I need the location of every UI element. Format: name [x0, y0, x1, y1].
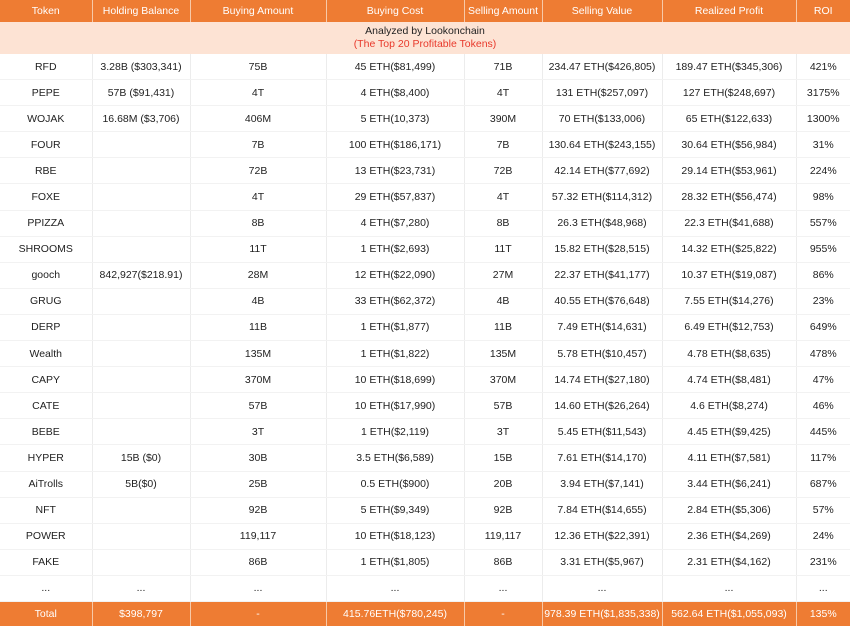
cell-roi: 86% [796, 262, 850, 288]
total-label: Total [0, 601, 92, 626]
cell-buying-amount: 370M [190, 367, 326, 393]
cell-roi: 98% [796, 184, 850, 210]
cell-selling-value: 40.55 ETH($76,648) [542, 288, 662, 314]
cell-holding-balance: 57B ($91,431) [92, 80, 190, 106]
cell-token: ... [0, 575, 92, 601]
cell-token: PEPE [0, 80, 92, 106]
cell-holding-balance [92, 132, 190, 158]
cell-roi: 224% [796, 158, 850, 184]
cell-realized-profit: 127 ETH($248,697) [662, 80, 796, 106]
table-row [0, 549, 850, 575]
cell-buying-cost: 12 ETH($22,090) [326, 262, 464, 288]
table-row [0, 523, 850, 549]
cell-token: RFD [0, 54, 92, 80]
cell-realized-profit: 4.74 ETH($8,481) [662, 367, 796, 393]
cell-buying-amount: 92B [190, 497, 326, 523]
cell-token: DERP [0, 314, 92, 340]
cell-token: gooch [0, 262, 92, 288]
cell-buying-cost: 0.5 ETH($900) [326, 471, 464, 497]
cell-selling-value: 3.94 ETH($7,141) [542, 471, 662, 497]
cell-realized-profit: 2.31 ETH($4,162) [662, 549, 796, 575]
cell-selling-amount: 27M [464, 262, 542, 288]
cell-buying-amount: 4T [190, 80, 326, 106]
cell-roi: 3175% [796, 80, 850, 106]
cell-buying-amount: 25B [190, 471, 326, 497]
table-row [0, 288, 850, 314]
cell-holding-balance [92, 236, 190, 262]
cell-buying-cost: 5 ETH(10,373) [326, 106, 464, 132]
cell-realized-profit: 30.64 ETH($56,984) [662, 132, 796, 158]
cell-buying-amount: 8B [190, 210, 326, 236]
cell-buying-amount: 30B [190, 445, 326, 471]
cell-realized-profit: ... [662, 575, 796, 601]
cell-selling-value: 7.49 ETH($14,631) [542, 314, 662, 340]
cell-holding-balance [92, 341, 190, 367]
cell-buying-cost: 4 ETH($8,400) [326, 80, 464, 106]
cell-token: WOJAK [0, 106, 92, 132]
cell-realized-profit: 4.78 ETH($8,635) [662, 341, 796, 367]
cell-buying-cost: ... [326, 575, 464, 601]
cell-token: RBE [0, 158, 92, 184]
cell-roi: 117% [796, 445, 850, 471]
header-selling-value: Selling Value [542, 0, 662, 22]
table-row [0, 80, 850, 106]
cell-token: NFT [0, 497, 92, 523]
cell-buying-cost: 13 ETH($23,731) [326, 158, 464, 184]
cell-holding-balance [92, 210, 190, 236]
cell-selling-amount: 119,117 [464, 523, 542, 549]
cell-realized-profit: 22.3 ETH($41,688) [662, 210, 796, 236]
cell-token: HYPER [0, 445, 92, 471]
cell-selling-amount: 86B [464, 549, 542, 575]
cell-realized-profit: 7.55 ETH($14,276) [662, 288, 796, 314]
cell-buying-cost: 100 ETH($186,171) [326, 132, 464, 158]
cell-realized-profit: 14.32 ETH($25,822) [662, 236, 796, 262]
table-row [0, 471, 850, 497]
cell-holding-balance [92, 288, 190, 314]
banner-title: Analyzed by Lookonchain [365, 25, 485, 37]
cell-selling-value: 7.61 ETH($14,170) [542, 445, 662, 471]
cell-realized-profit: 3.44 ETH($6,241) [662, 471, 796, 497]
total-roi: 135% [796, 601, 850, 626]
cell-buying-cost: 10 ETH($18,123) [326, 523, 464, 549]
cell-holding-balance: 16.68M ($3,706) [92, 106, 190, 132]
cell-buying-amount: 11B [190, 314, 326, 340]
cell-selling-amount: 8B [464, 210, 542, 236]
table-row [0, 184, 850, 210]
cell-realized-profit: 65 ETH($122,633) [662, 106, 796, 132]
cell-buying-cost: 1 ETH($1,805) [326, 549, 464, 575]
cell-selling-value: 7.84 ETH($14,655) [542, 497, 662, 523]
cell-realized-profit: 10.37 ETH($19,087) [662, 262, 796, 288]
cell-selling-amount: 72B [464, 158, 542, 184]
cell-selling-amount: 4T [464, 184, 542, 210]
cell-selling-value: 131 ETH($257,097) [542, 80, 662, 106]
table-row [0, 419, 850, 445]
table-row [0, 106, 850, 132]
cell-selling-amount: 370M [464, 367, 542, 393]
cell-selling-value: 26.3 ETH($48,968) [542, 210, 662, 236]
cell-holding-balance: 5B($0) [92, 471, 190, 497]
cell-buying-amount: 119,117 [190, 523, 326, 549]
cell-selling-value: 14.60 ETH($26,264) [542, 393, 662, 419]
cell-roi: 47% [796, 367, 850, 393]
table-row [0, 393, 850, 419]
cell-buying-cost: 29 ETH($57,837) [326, 184, 464, 210]
cell-token: FOUR [0, 132, 92, 158]
cell-buying-amount: 86B [190, 549, 326, 575]
cell-realized-profit: 2.36 ETH($4,269) [662, 523, 796, 549]
table-row [0, 341, 850, 367]
cell-buying-amount: 406M [190, 106, 326, 132]
cell-holding-balance [92, 497, 190, 523]
cell-selling-value: ... [542, 575, 662, 601]
cell-selling-value: 12.36 ETH($22,391) [542, 523, 662, 549]
cell-selling-amount: 57B [464, 393, 542, 419]
cell-selling-value: 3.31 ETH($5,967) [542, 549, 662, 575]
cell-holding-balance [92, 523, 190, 549]
cell-holding-balance [92, 419, 190, 445]
cell-token: Wealth [0, 341, 92, 367]
cell-token: SHROOMS [0, 236, 92, 262]
cell-holding-balance [92, 549, 190, 575]
cell-roi: 955% [796, 236, 850, 262]
cell-roi: 57% [796, 497, 850, 523]
table-row [0, 575, 850, 601]
cell-token: CATE [0, 393, 92, 419]
cell-selling-amount: 135M [464, 341, 542, 367]
cell-buying-amount: 4T [190, 184, 326, 210]
cell-roi: 557% [796, 210, 850, 236]
cell-selling-value: 14.74 ETH($27,180) [542, 367, 662, 393]
cell-buying-amount: 75B [190, 54, 326, 80]
cell-selling-amount: 4B [464, 288, 542, 314]
total-buying-cost: 415.76ETH($780,245) [326, 601, 464, 626]
cell-buying-amount: 72B [190, 158, 326, 184]
header-selling-amount: Selling Amount [464, 0, 542, 22]
cell-selling-value: 57.32 ETH($114,312) [542, 184, 662, 210]
cell-roi: 1300% [796, 106, 850, 132]
header-holding-balance: Holding Balance [92, 0, 190, 22]
cell-buying-cost: 10 ETH($18,699) [326, 367, 464, 393]
table-row [0, 367, 850, 393]
banner-row [0, 22, 850, 54]
banner [0, 22, 850, 54]
header-buying-amount: Buying Amount [190, 0, 326, 22]
cell-roi: 687% [796, 471, 850, 497]
table-row [0, 132, 850, 158]
table-row [0, 54, 850, 80]
cell-buying-cost: 5 ETH($9,349) [326, 497, 464, 523]
cell-token: BEBE [0, 419, 92, 445]
cell-holding-balance: 842,927($218.91) [92, 262, 190, 288]
cell-realized-profit: 2.84 ETH($5,306) [662, 497, 796, 523]
table-row [0, 236, 850, 262]
cell-buying-cost: 1 ETH($1,822) [326, 341, 464, 367]
table-row [0, 210, 850, 236]
cell-selling-amount: 3T [464, 419, 542, 445]
cell-buying-amount: 57B [190, 393, 326, 419]
cell-buying-cost: 1 ETH($2,693) [326, 236, 464, 262]
cell-token: GRUG [0, 288, 92, 314]
cell-holding-balance [92, 184, 190, 210]
cell-selling-amount: ... [464, 575, 542, 601]
cell-buying-cost: 45 ETH($81,499) [326, 54, 464, 80]
cell-token: FAKE [0, 549, 92, 575]
cell-realized-profit: 189.47 ETH($345,306) [662, 54, 796, 80]
header-roi: ROI [796, 0, 850, 22]
cell-buying-amount: ... [190, 575, 326, 601]
cell-holding-balance [92, 314, 190, 340]
cell-selling-amount: 92B [464, 497, 542, 523]
cell-selling-value: 42.14 ETH($77,692) [542, 158, 662, 184]
cell-roi: 649% [796, 314, 850, 340]
cell-holding-balance: ... [92, 575, 190, 601]
cell-realized-profit: 6.49 ETH($12,753) [662, 314, 796, 340]
header-buying-cost: Buying Cost [326, 0, 464, 22]
cell-selling-value: 130.64 ETH($243,155) [542, 132, 662, 158]
cell-buying-cost: 3.5 ETH($6,589) [326, 445, 464, 471]
cell-buying-cost: 1 ETH($2,119) [326, 419, 464, 445]
cell-roi: 23% [796, 288, 850, 314]
total-buying-amount: - [190, 601, 326, 626]
cell-holding-balance [92, 393, 190, 419]
table-row [0, 445, 850, 471]
cell-token: PPIZZA [0, 210, 92, 236]
cell-selling-amount: 11T [464, 236, 542, 262]
header-realized-profit: Realized Profit [662, 0, 796, 22]
cell-realized-profit: 4.6 ETH($8,274) [662, 393, 796, 419]
cell-realized-profit: 29.14 ETH($53,961) [662, 158, 796, 184]
banner-subtitle: (The Top 20 Profitable Tokens) [353, 38, 497, 50]
cell-roi: 421% [796, 54, 850, 80]
header-token: Token [0, 0, 92, 22]
cell-holding-balance: 15B ($0) [92, 445, 190, 471]
table-row [0, 497, 850, 523]
cell-roi: 231% [796, 549, 850, 575]
cell-realized-profit: 4.11 ETH($7,581) [662, 445, 796, 471]
cell-token: FOXE [0, 184, 92, 210]
cell-buying-cost: 10 ETH($17,990) [326, 393, 464, 419]
cell-selling-value: 15.82 ETH($28,515) [542, 236, 662, 262]
cell-token: CAPY [0, 367, 92, 393]
cell-buying-amount: 28M [190, 262, 326, 288]
cell-buying-cost: 4 ETH($7,280) [326, 210, 464, 236]
cell-selling-amount: 20B [464, 471, 542, 497]
cell-realized-profit: 28.32 ETH($56,474) [662, 184, 796, 210]
table-row [0, 314, 850, 340]
table-body [0, 54, 850, 601]
cell-selling-value: 70 ETH($133,006) [542, 106, 662, 132]
total-selling-value: 978.39 ETH($1,835,338) [542, 601, 662, 626]
cell-roi: 445% [796, 419, 850, 445]
cell-buying-cost: 33 ETH($62,372) [326, 288, 464, 314]
cell-selling-value: 5.45 ETH($11,543) [542, 419, 662, 445]
cell-buying-cost: 1 ETH($1,877) [326, 314, 464, 340]
total-realized-profit: 562.64 ETH($1,055,093) [662, 601, 796, 626]
cell-selling-value: 22.37 ETH($41,177) [542, 262, 662, 288]
cell-buying-amount: 4B [190, 288, 326, 314]
cell-holding-balance: 3.28B ($303,341) [92, 54, 190, 80]
cell-roi: ... [796, 575, 850, 601]
cell-holding-balance [92, 367, 190, 393]
cell-selling-amount: 7B [464, 132, 542, 158]
cell-selling-amount: 71B [464, 54, 542, 80]
cell-selling-amount: 15B [464, 445, 542, 471]
cell-buying-amount: 135M [190, 341, 326, 367]
cell-roi: 46% [796, 393, 850, 419]
cell-buying-amount: 3T [190, 419, 326, 445]
cell-roi: 24% [796, 523, 850, 549]
cell-selling-amount: 11B [464, 314, 542, 340]
cell-token: AiTrolls [0, 471, 92, 497]
cell-token: POWER [0, 523, 92, 549]
cell-buying-amount: 7B [190, 132, 326, 158]
cell-selling-amount: 390M [464, 106, 542, 132]
cell-roi: 31% [796, 132, 850, 158]
cell-realized-profit: 4.45 ETH($9,425) [662, 419, 796, 445]
cell-holding-balance [92, 158, 190, 184]
cell-buying-amount: 11T [190, 236, 326, 262]
table-row [0, 262, 850, 288]
total-selling-amount: - [464, 601, 542, 626]
cell-selling-amount: 4T [464, 80, 542, 106]
cell-roi: 478% [796, 341, 850, 367]
header-row [0, 0, 850, 22]
cell-selling-value: 5.78 ETH($10,457) [542, 341, 662, 367]
total-holding-balance: $398,797 [92, 601, 190, 626]
cell-selling-value: 234.47 ETH($426,805) [542, 54, 662, 80]
total-row [0, 601, 850, 626]
table-row [0, 158, 850, 184]
